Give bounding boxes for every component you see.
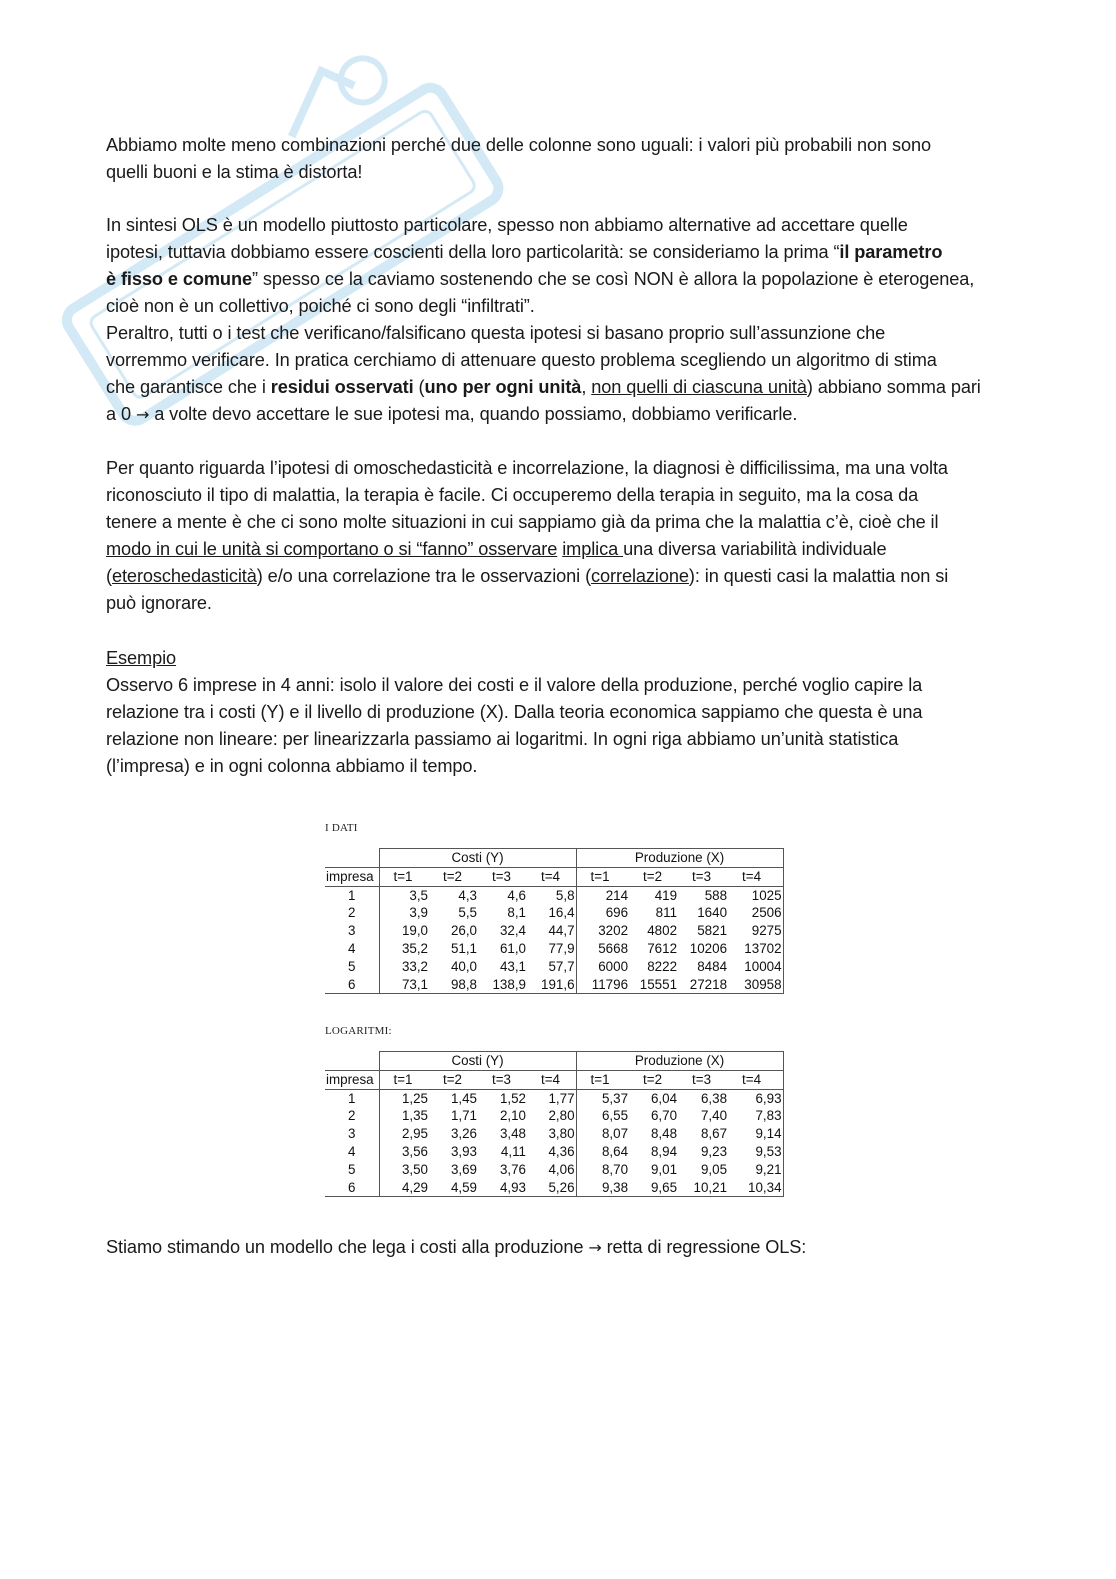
- table-cell: 2,95: [379, 1125, 429, 1143]
- data-table: [325, 848, 784, 994]
- table-cell: 2,10: [499, 1108, 526, 1124]
- table-cell: 2,80: [527, 1107, 576, 1125]
- table-cell: 6: [325, 976, 379, 994]
- table-cell: 1025: [728, 886, 783, 904]
- table-cell: 3202: [598, 923, 629, 939]
- table-cell: 16,4: [527, 904, 576, 922]
- table-cell: 3,69: [450, 1161, 477, 1177]
- text-line: Osservo 6 imprese in 4 anni: isolo il valore dei costi e il valore della produzione, perché voglio capire la: [106, 675, 923, 695]
- paragraph-regression: [106, 1234, 1006, 1261]
- paragraph-diagnosis: [106, 455, 1006, 617]
- table-cell: 4,11: [500, 1143, 526, 1159]
- column-header: t=2: [629, 1070, 678, 1089]
- data-table: [325, 1051, 784, 1197]
- table-cell: 4: [348, 1143, 356, 1159]
- table-cell: 5: [348, 958, 356, 974]
- table-cell: 3,9: [379, 904, 429, 922]
- table-cell: 4,93: [478, 1179, 527, 1197]
- table-cell: 9,01: [650, 1161, 678, 1177]
- table-row: [325, 940, 783, 958]
- table-cell: 33,2: [379, 958, 429, 976]
- table-row: [325, 1089, 783, 1107]
- table-cell: 73,1: [379, 976, 429, 994]
- column-header: t=1: [576, 867, 629, 886]
- table-cell: 3,56: [379, 1143, 429, 1161]
- paragraph-ols-summary: [106, 212, 1006, 428]
- table-cell: 1640: [697, 905, 728, 921]
- table-cell: 2: [348, 905, 356, 921]
- column-header: t=2: [629, 867, 678, 886]
- table-row: [325, 1125, 783, 1143]
- table-cell: 2: [348, 1108, 356, 1124]
- table-row: [325, 922, 783, 940]
- text-line: è fisso e comune” spesso ce la caviamo sostenendo che se così NON è allora la popolazione è eterogenea,: [106, 269, 975, 289]
- table-cell: 8,48: [650, 1126, 678, 1142]
- table-cell: 30958: [728, 976, 783, 994]
- column-header: t=1: [379, 867, 429, 886]
- table-cell: 4,3: [458, 887, 477, 903]
- table-cell: 588: [704, 887, 728, 903]
- table-cell: 98,8: [429, 976, 478, 994]
- text-line: riconosciuto il tipo di malattia, la terapia è facile. Ci occuperemo della terapia in seguito, ma la cosa da: [106, 485, 919, 505]
- text-line: Peraltro, tutti o i test che verificano/falsificano questa ipotesi si basano proprio sull’assunzione che: [106, 323, 886, 343]
- table-cell: 6,70: [650, 1108, 678, 1124]
- text-line: a 0 → a volte devo accettare le sue ipotesi ma, quando possiamo, dobbiamo verificarle.: [106, 404, 798, 424]
- table-cell: 1,35: [379, 1107, 429, 1125]
- group-header-produzione: Produzione (X): [576, 849, 783, 868]
- table-row: [325, 958, 783, 976]
- column-header: t=4: [527, 1070, 576, 1089]
- table-cell: 8,64: [601, 1143, 629, 1159]
- table-cell: 214: [605, 887, 629, 903]
- table-cell: 51,1: [450, 940, 477, 956]
- table-cell: 8222: [647, 958, 678, 974]
- table-cell: 9,65: [629, 1179, 678, 1197]
- table-cell: 6: [325, 1179, 379, 1197]
- table-row: [325, 976, 783, 994]
- table-cell: 3,5: [379, 886, 429, 904]
- column-header: t=4: [527, 867, 576, 886]
- row-header: impresa: [325, 867, 379, 886]
- table-cell: 3: [348, 1126, 356, 1142]
- table-row: [325, 1161, 783, 1179]
- column-header: t=2: [429, 867, 478, 886]
- table-cell: 7,40: [700, 1108, 728, 1124]
- table-row: [325, 1179, 783, 1197]
- table-cell: 10,34: [728, 1179, 783, 1197]
- text-line: può ignorare.: [106, 593, 212, 613]
- table-cell: 1,77: [527, 1089, 576, 1107]
- table-cell: 10206: [689, 940, 728, 956]
- table-cell: 5,5: [458, 905, 477, 921]
- table-caption: LOGARITMI:: [325, 1025, 392, 1037]
- table-row: [325, 886, 783, 904]
- table-cell: 5821: [697, 923, 728, 939]
- table-cell: 9,14: [728, 1125, 783, 1143]
- group-header-costi: Costi (Y): [379, 1052, 576, 1071]
- table-cell: 9,23: [700, 1143, 728, 1159]
- table-cell: 5668: [598, 940, 629, 956]
- table-cell: 35,2: [379, 940, 429, 958]
- text-line: ipotesi, tuttavia dobbiamo essere coscienti della loro particolarità: se consideriamo la prima “il parametro: [106, 242, 943, 262]
- table-cell: 5,37: [601, 1090, 629, 1106]
- table-cell: 9,21: [728, 1161, 783, 1179]
- table-cell: 419: [654, 887, 678, 903]
- table-cell: 3,50: [379, 1161, 429, 1179]
- column-header: t=3: [678, 1070, 728, 1089]
- group-header-produzione: Produzione (X): [576, 1052, 783, 1071]
- table-cell: 8,1: [507, 905, 526, 921]
- column-header: t=1: [576, 1070, 629, 1089]
- text-line: Per quanto riguarda l’ipotesi di omoschedasticità e incorrelazione, la diagnosi è difficilissima, ma una volta: [106, 458, 948, 478]
- table-caption: I DATI: [325, 822, 358, 834]
- table-cell: 61,0: [499, 940, 526, 956]
- text-line: relazione tra i costi (Y) e il livello di produzione (X). Dalla teoria economica sappiamo che questa è una: [106, 702, 923, 722]
- table-cell: 6,04: [650, 1090, 678, 1106]
- table-cell: 4,06: [527, 1161, 576, 1179]
- table-cell: 15551: [629, 976, 678, 994]
- table-cell: 7612: [647, 940, 678, 956]
- column-header: t=3: [478, 1070, 527, 1089]
- table-cell: 1,52: [499, 1090, 526, 1106]
- table-cell: 44,7: [527, 922, 576, 940]
- table-cell: 27218: [678, 976, 728, 994]
- table-cell: 9,38: [576, 1179, 629, 1197]
- table-cell: 191,6: [527, 976, 576, 994]
- table-cell: 4,36: [527, 1143, 576, 1161]
- table-cell: 3,26: [450, 1126, 477, 1142]
- table-cell: 4,6: [507, 887, 526, 903]
- text-line: (eteroschedasticità) e/o una correlazione tra le osservazioni (correlazione): in questi casi la malattia non si: [106, 566, 949, 586]
- table-cell: 6,93: [728, 1089, 783, 1107]
- text-line: Abbiamo molte meno combinazioni perché due delle colonne sono uguali: i valori più probabili non sono: [106, 135, 932, 155]
- table-cell: 5: [348, 1161, 356, 1177]
- text-line: Stiamo stimando un modello che lega i costi alla produzione → retta di regressione OLS:: [106, 1237, 807, 1257]
- text-line: che garantisce che i residui osservati (uno per ogni unità, non quelli di ciascuna unità) abbiano somma pari: [106, 377, 981, 397]
- table-cell: 3,76: [499, 1161, 526, 1177]
- table-cell: 32,4: [499, 923, 526, 939]
- table-cell: 3,48: [499, 1126, 526, 1142]
- table-cell: 9,53: [728, 1143, 783, 1161]
- column-header: t=3: [678, 867, 728, 886]
- group-header-costi: Costi (Y): [379, 849, 576, 868]
- row-header: impresa: [325, 1070, 379, 1089]
- table-cell: 11796: [576, 976, 629, 994]
- table-cell: 9275: [728, 922, 783, 940]
- column-header: t=4: [728, 867, 783, 886]
- section-title: Esempio: [106, 648, 177, 668]
- table-cell: 57,7: [527, 958, 576, 976]
- paragraph-example: [106, 645, 1006, 780]
- table-cell: 13702: [728, 940, 783, 958]
- text-line: cioè non è un collettivo, poiché ci sono degli “infiltrati”.: [106, 296, 535, 316]
- arrow-right-icon: →: [135, 405, 150, 424]
- table-cell: 4: [348, 940, 356, 956]
- text-line: vorremmo verificare. In pratica cerchiamo di attenuare questo problema scegliendo un algoritmo di stima: [106, 350, 937, 370]
- table-cell: 43,1: [499, 958, 526, 974]
- table-row: [325, 1143, 783, 1161]
- table-row: [325, 904, 783, 922]
- text-line: tenere a mente è che ci sono molte situazioni in cui sappiamo già da prima che la malattia c’è, cioè che il: [106, 512, 939, 532]
- table-cell: 8,07: [601, 1126, 629, 1142]
- table-cell: 2506: [728, 904, 783, 922]
- table-cell: 811: [655, 905, 678, 921]
- table-cell: 26,0: [450, 923, 477, 939]
- table-cell: 138,9: [478, 976, 527, 994]
- table-cell: 1: [348, 887, 356, 903]
- text-line: In sintesi OLS è un modello piuttosto particolare, spesso non abbiamo alternative ad accettare quelle: [106, 215, 908, 235]
- column-header: t=4: [728, 1070, 783, 1089]
- paragraph-intro: [106, 132, 1006, 186]
- table-cell: 696: [605, 905, 629, 921]
- table-cell: 3,93: [450, 1143, 477, 1159]
- table-cell: 6,55: [601, 1108, 629, 1124]
- table-cell: 5,26: [527, 1179, 576, 1197]
- column-header: t=1: [379, 1070, 429, 1089]
- table-cell: 5,8: [527, 886, 576, 904]
- table-cell: 4802: [647, 923, 678, 939]
- table-cell: 8484: [697, 958, 728, 974]
- arrow-right-icon: →: [588, 1238, 602, 1257]
- table-cell: 8,94: [650, 1143, 678, 1159]
- table-cell: 10,21: [678, 1179, 728, 1197]
- table-cell: 6,38: [700, 1090, 728, 1106]
- table-dati: [325, 822, 785, 994]
- table-row: [325, 1107, 783, 1125]
- table-cell: 8,70: [601, 1161, 629, 1177]
- column-header: t=3: [478, 867, 527, 886]
- table-cell: 1,25: [379, 1089, 429, 1107]
- table-cell: 77,9: [527, 940, 576, 958]
- text-line: modo in cui le unità si comportano o si “fanno” osservare implica una diversa variabilità individuale: [106, 539, 887, 559]
- table-cell: 40,0: [450, 958, 477, 974]
- table-cell: 10004: [728, 958, 783, 976]
- table-cell: 3,80: [527, 1125, 576, 1143]
- table-cell: 1,71: [450, 1108, 477, 1124]
- table-cell: 4,29: [379, 1179, 429, 1197]
- table-cell: 19,0: [379, 922, 429, 940]
- table-cell: 3: [348, 923, 356, 939]
- table-cell: 4,59: [429, 1179, 478, 1197]
- table-logaritmi: [325, 1025, 785, 1197]
- table-cell: 6000: [598, 958, 629, 974]
- table-cell: 9,05: [700, 1161, 728, 1177]
- text-line: (l’impresa) e in ogni colonna abbiamo il tempo.: [106, 756, 478, 776]
- column-header: t=2: [429, 1070, 478, 1089]
- table-cell: 1,45: [450, 1090, 477, 1106]
- table-cell: 8,67: [700, 1126, 728, 1142]
- text-line: quelli buoni e la stima è distorta!: [106, 162, 363, 182]
- text-line: relazione non lineare: per linearizzarla passiamo ai logaritmi. In ogni riga abbiamo un’unità statistica: [106, 729, 899, 749]
- table-cell: 7,83: [728, 1107, 783, 1125]
- table-cell: 1: [348, 1090, 356, 1106]
